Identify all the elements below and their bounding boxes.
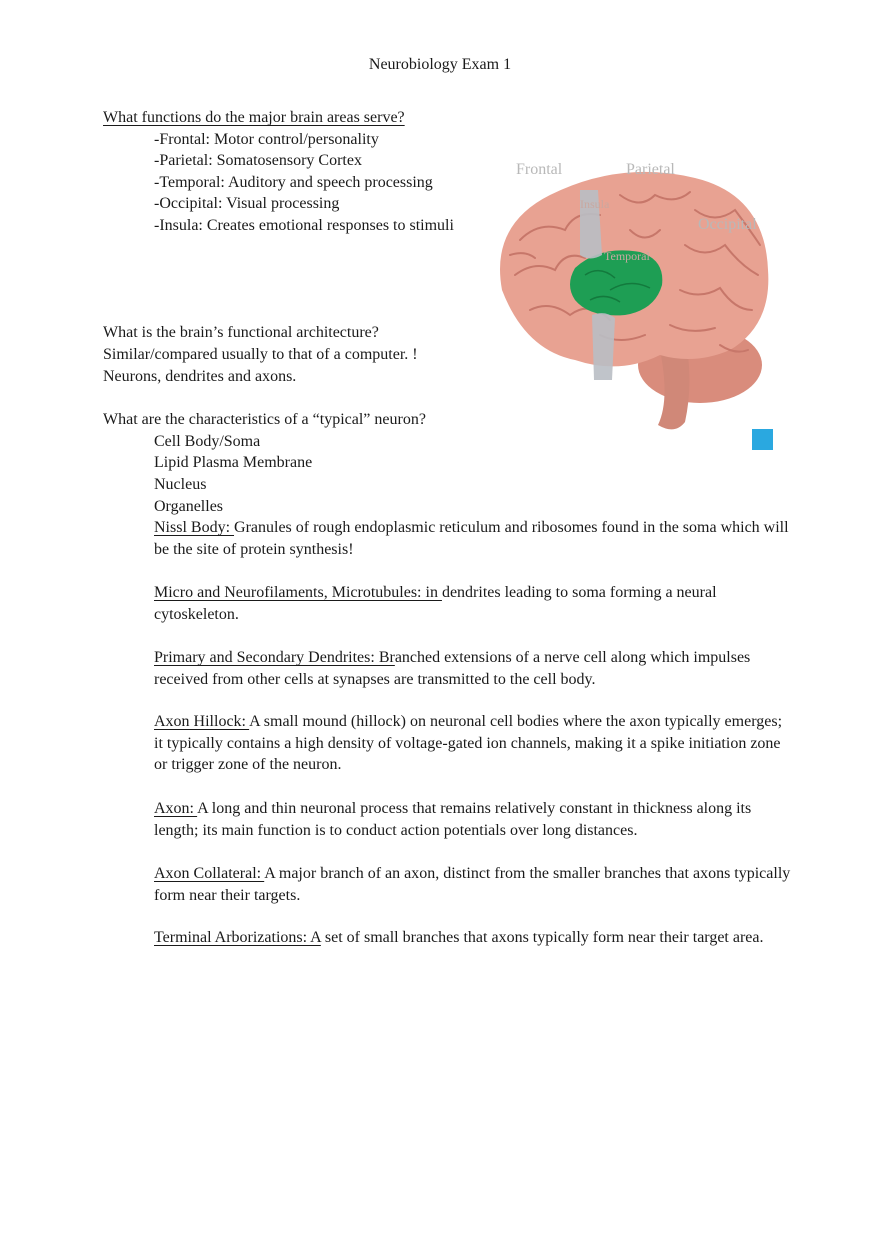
definition-axon-collateral	[154, 863, 794, 906]
definition-terminal-arborizations	[154, 927, 794, 949]
definition-term: Axon:	[154, 800, 198, 817]
list-item-insula: -Insula: Creates emotional responses to stimuli	[154, 217, 454, 234]
definition-dendrites	[154, 647, 794, 690]
label-temporal: Temporal	[604, 249, 650, 263]
definition-term: Micro and Neurofilaments, Microtubules: in	[154, 584, 442, 601]
definition-term: Primary and Secondary Dendrites: Br	[154, 649, 395, 666]
definition-term: Axon Hillock:	[154, 713, 250, 730]
label-insula: Insula	[580, 197, 610, 211]
list-item-organelles: Organelles	[154, 498, 224, 515]
definition-term: Axon Collateral:	[154, 865, 265, 882]
brain-figure	[480, 150, 790, 455]
page-title: Neurobiology Exam 1	[368, 56, 512, 73]
definition-neurofilaments	[154, 582, 794, 625]
definition-nissl-body	[154, 517, 794, 560]
list-item-occipital: -Occipital: Visual processing	[154, 195, 340, 212]
label-frontal: Frontal	[516, 161, 563, 178]
label-occipital: Occipital	[698, 216, 757, 233]
answer-line-2: Neurons, dendrites and axons.	[103, 368, 297, 385]
label-parietal: Parietal	[626, 161, 675, 178]
list-item-cell-body: Cell Body/Soma	[154, 433, 261, 450]
definition-text: A small mound (hillock) on neuronal cell bodies where the axon typically emerges; it typically contains a high density of voltage-gated ion channels, making it a spike initiation zone or trigger zone of the neuron.	[154, 713, 783, 774]
definition-text: set of small branches that axons typically form near their target area.	[320, 929, 764, 946]
question-typical-neuron: What are the characteristics of a “typical” neuron?	[103, 411, 426, 428]
definition-term: Terminal Arborizations: A	[154, 929, 321, 946]
definition-text: A long and thin neuronal process that remains relatively constant in thickness along its length; its main function is to conduct action potentials over long distances.	[154, 800, 752, 839]
question-functional-architecture: What is the brain’s functional architecture?	[103, 324, 379, 341]
definition-text: Granules of rough endoplasmic reticulum and ribosomes found in the soma which will be the site of protein synthesis!	[154, 519, 789, 558]
list-item-plasma-membrane: Lipid Plasma Membrane	[154, 454, 313, 471]
definition-axon-hillock	[154, 711, 794, 776]
answer-line-1: Similar/compared usually to that of a computer. !	[103, 346, 418, 363]
list-item-temporal: -Temporal: Auditory and speech processing	[154, 174, 433, 191]
definition-text: anched extensions of a nerve cell along which impulses received from other cells at synapses are transmitted to the cell body.	[154, 649, 751, 688]
lower-retractor	[592, 313, 615, 380]
list-item-nucleus: Nucleus	[154, 476, 207, 493]
question-brain-areas: What functions do the major brain areas serve?	[103, 109, 405, 126]
list-item-parietal: -Parietal: Somatosensory Cortex	[154, 152, 362, 169]
definition-text: A major branch of an axon, distinct from the smaller branches that axons typically form near their targets.	[154, 865, 791, 904]
list-item-frontal: -Frontal: Motor control/personality	[154, 131, 379, 148]
definition-term: Nissl Body:	[154, 519, 235, 536]
publisher-badge	[752, 429, 773, 450]
definition-axon	[154, 798, 794, 841]
definition-text: dendrites leading to soma forming a neural cytoskeleton.	[154, 584, 717, 623]
